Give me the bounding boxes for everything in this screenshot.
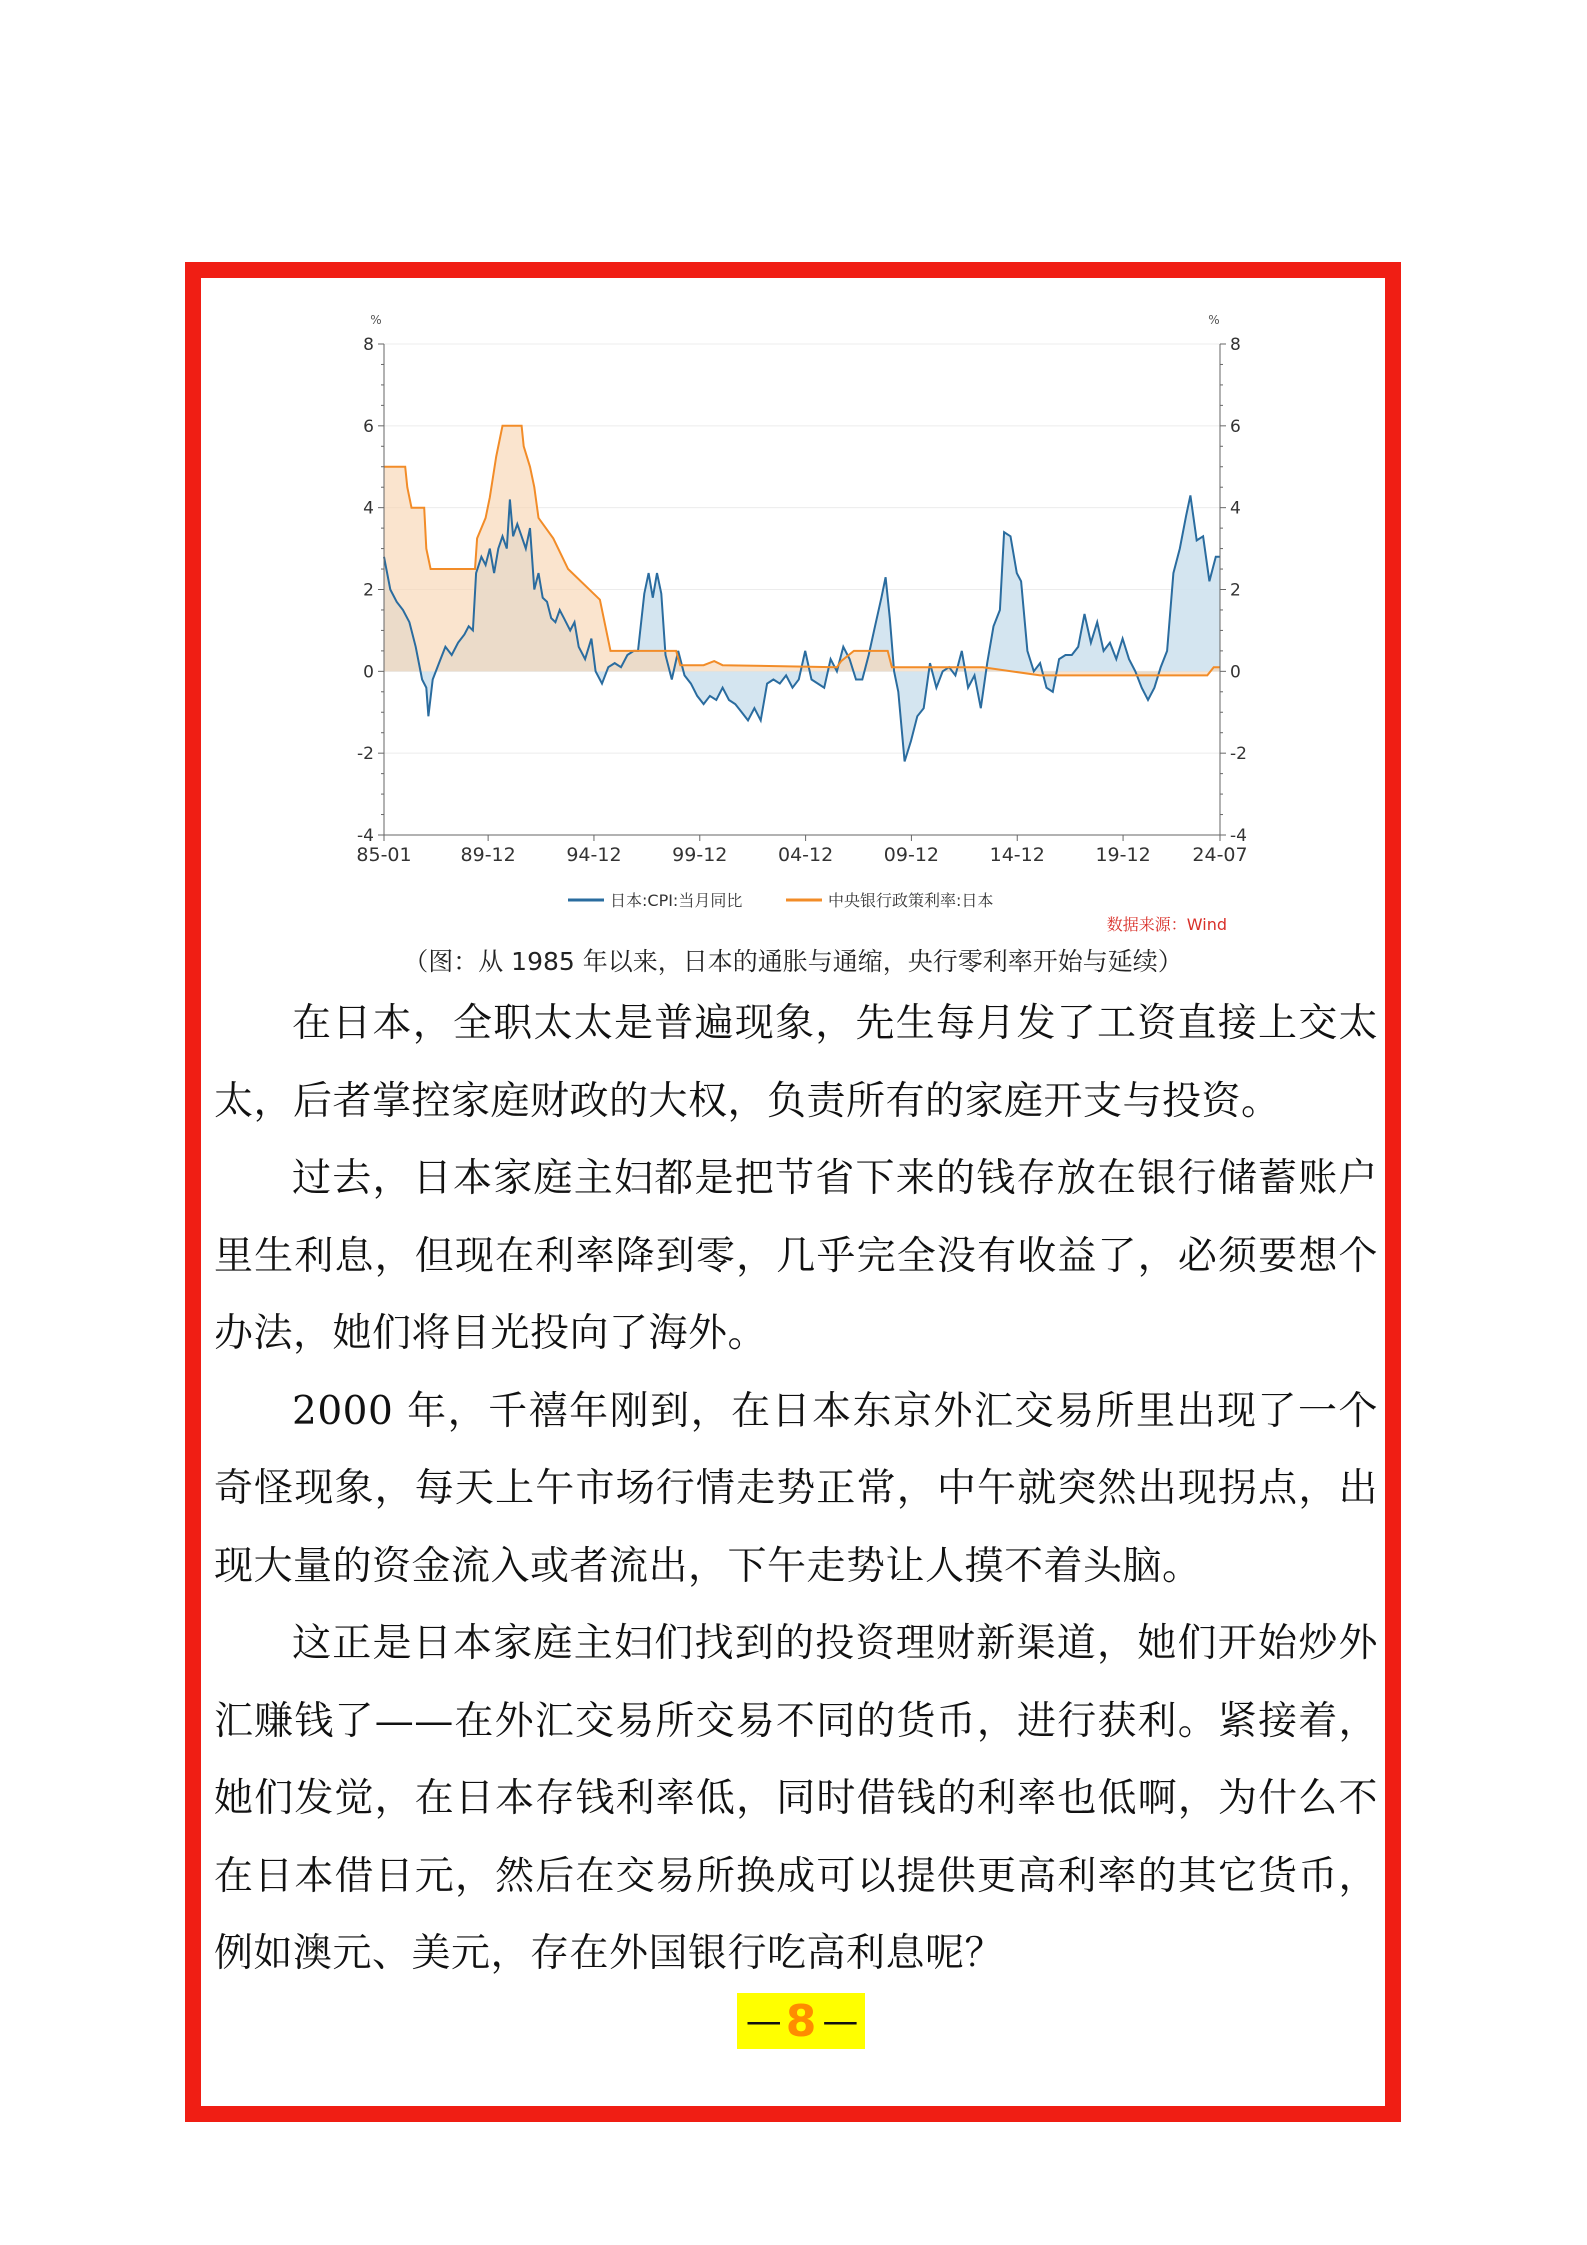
y-tick-label-left: -4 (357, 826, 374, 846)
paragraph-1: 在日本，全职太太是普遍现象，先生每月发了工资直接上交太太，后者掌控家庭财政的大权，负责所有的家庭开支与投资。 (214, 1001, 1378, 1124)
figure-caption: （图：从 1985 年以来，日本的通胀与通缩，央行零利率开始与延续） (403, 947, 1183, 976)
paragraph-2: 过去，日本家庭主妇都是把节省下来的钱存放在银行储蓄账户里生利息，但现在利率降到零，几乎完全没有收益了，必须要想个办法，她们将目光投向了海外。 (214, 1156, 1378, 1356)
x-tick-label: 09-12 (883, 844, 940, 866)
paragraph-4: 这正是日本家庭主妇们找到的投资理财新渠道，她们开始炒外汇赚钱了——在外汇交易所交易不同的货币，进行获利。紧接着，她们发觉，在日本存钱利率低，同时借钱的利率也低啊，为什么不在日本借日元，然后在交易所换成可以提供更高利率的其它货币，例如澳元、美元，存在外国银行吃高利息呢？ (214, 1621, 1378, 1976)
y-tick-label-left: 2 (363, 580, 374, 601)
x-tick-label: 94-12 (566, 844, 622, 866)
source-note: 数据来源：Wind (1106, 915, 1227, 934)
page-number: 8 (785, 1995, 817, 2047)
y-unit-right: % (1208, 313, 1220, 327)
x-tick-label: 89-12 (460, 844, 516, 866)
y-tick-label-left: 8 (363, 335, 374, 355)
x-tick-label: 24-07 (1192, 844, 1248, 866)
y-tick-label-right: 8 (1230, 335, 1241, 355)
legend-label-2: 中央银行政策利率:日本 (828, 891, 994, 910)
legend-label-1: 日本:CPI:当月同比 (610, 891, 743, 910)
y-tick-label-left: 4 (363, 498, 374, 519)
y-tick-label-left: -2 (357, 744, 374, 765)
x-tick-label: 19-12 (1095, 844, 1151, 866)
legend (568, 891, 993, 910)
series-areas (384, 426, 1220, 762)
y-tick-label-right: 6 (1230, 416, 1241, 437)
y-tick-label-left: 6 (363, 416, 374, 437)
y-unit-left: % (370, 313, 382, 327)
page-dash-right: — (822, 2000, 857, 2042)
page-number-badge (737, 1993, 865, 2049)
y-tick-label-right: 4 (1230, 498, 1241, 519)
y-tick-label-right: 0 (1230, 662, 1241, 683)
y-tick-label-right: -4 (1230, 826, 1247, 846)
x-tick-label: 99-12 (672, 844, 728, 866)
article-body (214, 985, 1378, 1993)
y-tick-label-right: -2 (1230, 744, 1247, 765)
x-tick-label: 04-12 (777, 844, 834, 866)
paragraph-3: 2000 年，千禧年刚到，在日本东京外汇交易所里出现了一个奇怪现象，每天上午市场行情走势正常，中午就突然出现拐点，出现大量的资金流入或者流出，下午走势让人摸不着头脑。 (214, 1388, 1378, 1589)
x-tick-label: 85-01 (356, 844, 412, 866)
y-tick-label-left: 0 (363, 662, 374, 683)
x-tick-label: 14-12 (989, 844, 1045, 866)
y-tick-label-right: 2 (1230, 580, 1241, 601)
page-dash-left: — (745, 2000, 780, 2042)
inflation-rate-chart (336, 306, 1256, 946)
